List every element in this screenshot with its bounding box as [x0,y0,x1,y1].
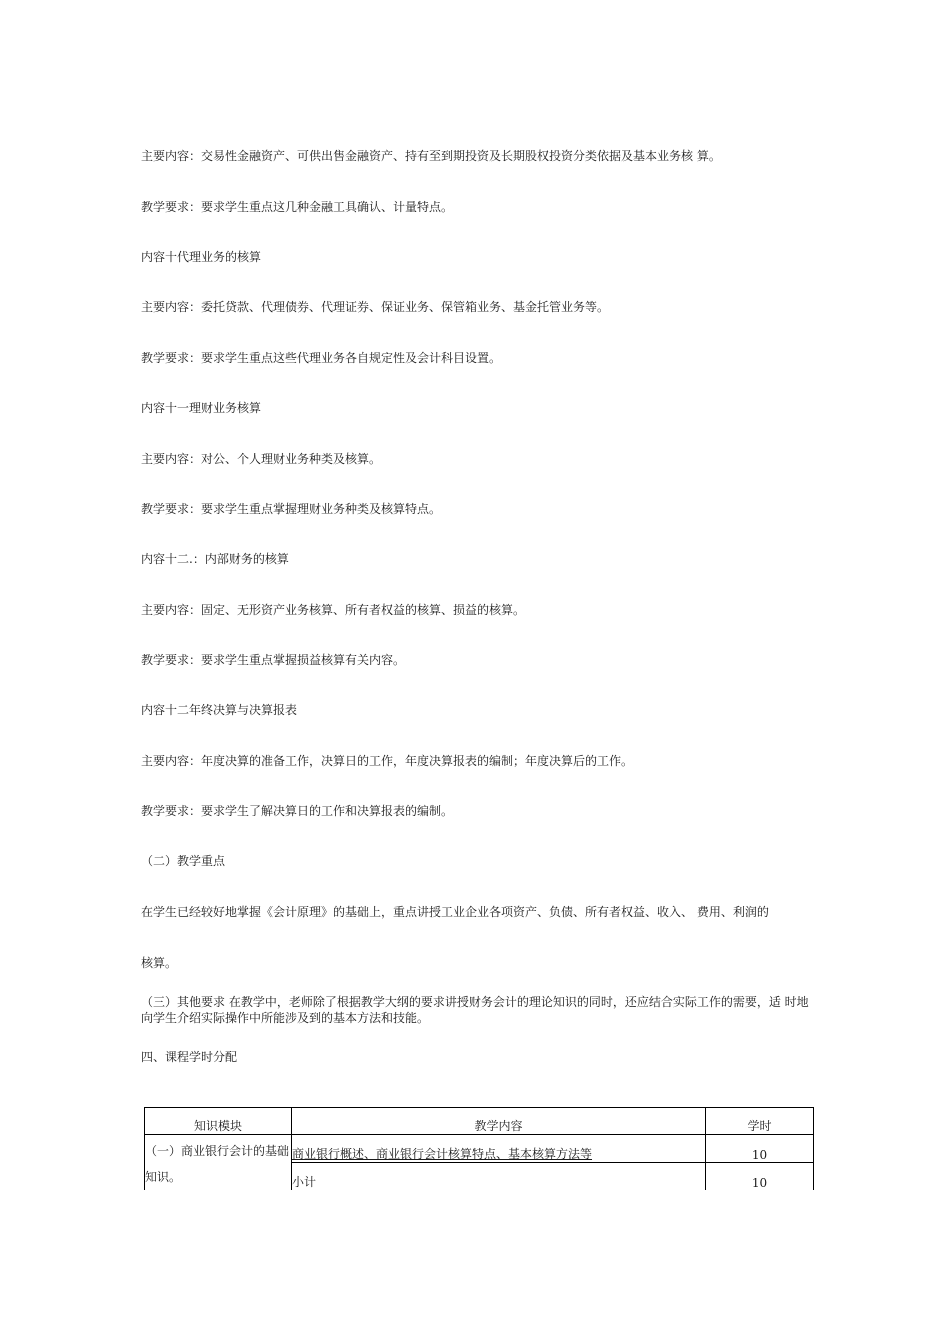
section-heading: 内容十一理财业务核算 [141,401,262,415]
section-heading: 内容十二年终决算与决算报表 [141,703,298,717]
paragraph: 教学要求：要求学生重点掌握损益核算有关内容。 [141,653,406,667]
paragraph: 主要内容：交易性金融资产、可供出售金融资产、持有至到期投资及长期股权投资分类依据及基本业务核 算。 [141,149,721,163]
paragraph: 教学要求：要求学生重点掌握理财业务种类及核算特点。 [141,502,442,516]
paragraph: 教学要求：要求学生了解决算日的工作和决算报表的编制。 [141,804,454,818]
paragraph: 主要内容：委托贷款、代理债券、代理证券、保证业务、保管箱业务、基金托管业务等。 [141,300,610,314]
paragraph: 教学要求：要求学生重点这些代理业务各自规定性及会计科目设置。 [141,351,502,365]
paragraph: （三）其他要求 在教学中，老师除了根据教学大纲的要求讲授财务会计的理论知识的同时，还应结合实际工作的需要，适 时地向学生介绍实际操作中所能涉及到的基本方法和技能。 [141,995,809,1025]
content-cell [292,1135,706,1163]
content-cell: 小计 [292,1163,706,1191]
table-header-cell: 学时 [706,1108,814,1135]
table-row [145,1135,814,1163]
module-cell: （一）商业银行会计的基础知识。 [145,1135,292,1191]
paragraph: 主要内容：年度决算的准备工作，决算日的工作，年度决算报表的编制；年度决算后的工作。 [141,754,634,768]
hours-allocation-table [144,1107,814,1190]
hours-cell: 10 [706,1163,814,1191]
paragraph: 主要内容：固定、无形资产业务核算、所有者权益的核算、损益的核算。 [141,603,526,617]
table-header-cell: 教学内容 [292,1108,706,1135]
section-heading: （二）教学重点 [141,854,226,868]
table-header-row [145,1108,814,1135]
paragraph: 主要内容：对公、个人理财业务种类及核算。 [141,452,382,466]
content-text: 商业银行概述、商业银行会计核算特点、基本核算方法等 [292,1147,593,1161]
section-heading: 四、课程学时分配 [141,1050,238,1064]
section-heading: 内容十代理业务的核算 [141,250,262,264]
hours-cell: 10 [706,1135,814,1163]
paragraph: 在学生已经较好地掌握《会计原理》的基础上，重点讲授工业企业各项资产、负债、所有者权益、收入、 费用、利润的 [141,905,769,919]
section-heading: 内容十二.：内部财务的核算 [141,552,289,566]
paragraph: 教学要求：要求学生重点这几种金融工具确认、计量特点。 [141,200,454,214]
table-header-cell: 知识模块 [145,1108,292,1135]
paragraph: 核算。 [141,956,178,970]
